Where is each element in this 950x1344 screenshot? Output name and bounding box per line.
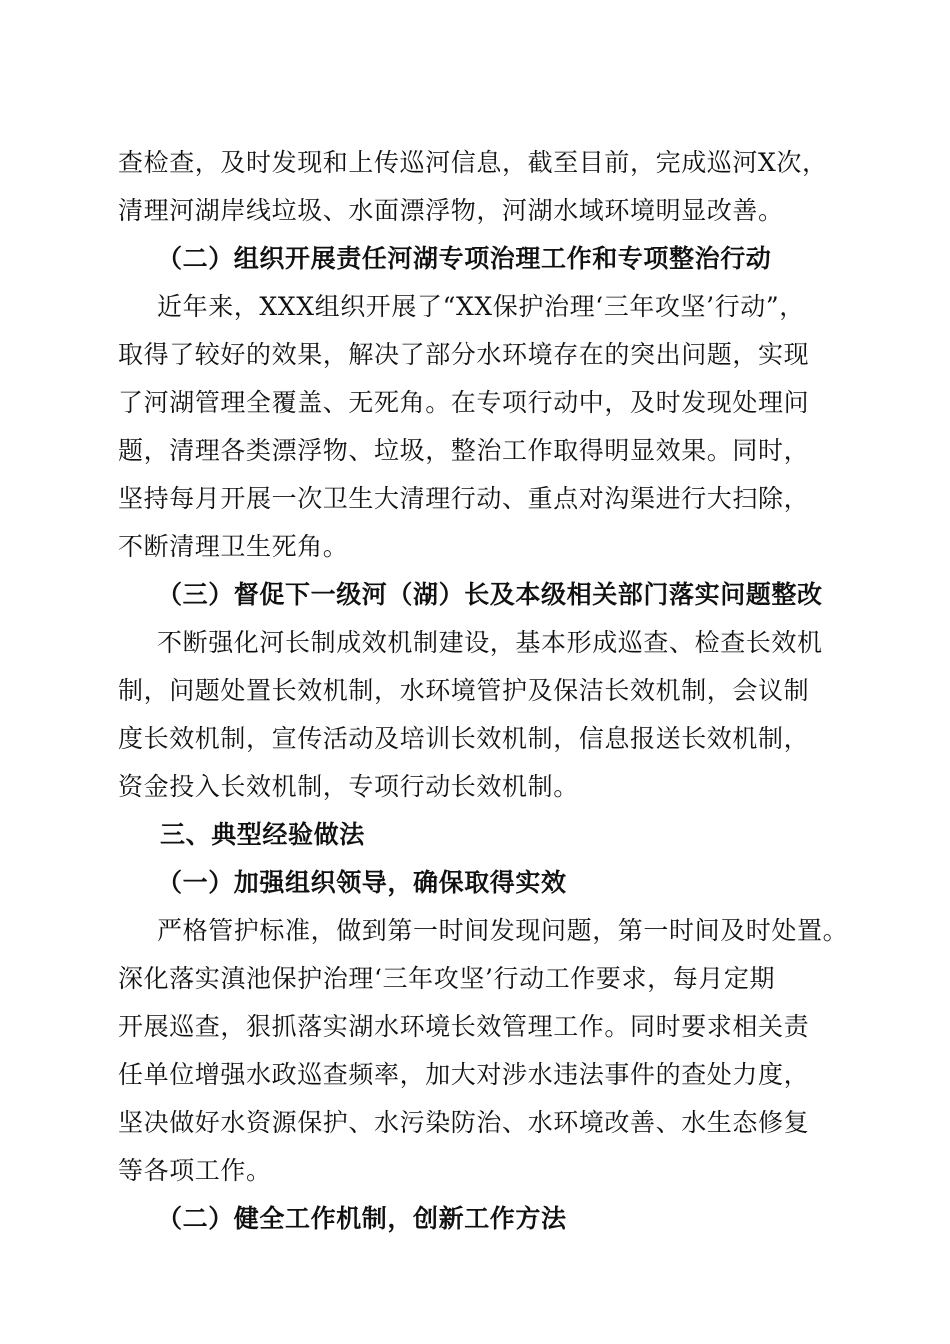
paragraph-line: 不断强化河长制成效机制建设，基本形成巡查、检查长效机 <box>157 628 823 657</box>
paragraph-line: 取得了较好的效果，解决了部分水环境存在的突出问题，实现 <box>118 340 810 369</box>
paragraph-line: 制，问题处置长效机制，水环境管护及保洁长效机制，会议制 <box>118 676 810 705</box>
paragraph-line: 严格管护标准，做到第一时间发现问题，第一时间及时处置。 <box>157 916 849 945</box>
paragraph-line: 任单位增强水政巡查频率，加大对涉水违法事件的查处力度， <box>118 1060 810 1089</box>
paragraph-line: 开展巡查，狠抓落实湖水环境长效管理工作。同时要求相关责 <box>118 1012 810 1041</box>
paragraph-line: 近年来，XXX组织开展了“XX保护治理‘三年攻坚’行动”， <box>157 292 805 321</box>
subheading-1: （一）加强组织领导，确保取得实效 <box>157 868 567 897</box>
subheading-2: （二）组织开展责任河湖专项治理工作和专项整治行动 <box>157 244 772 273</box>
paragraph-line: 查检查，及时发现和上传巡河信息，截至目前，完成巡河X次， <box>118 148 828 177</box>
paragraph-line: 坚持每月开展一次卫生大清理行动、重点对沟渠进行大扫除， <box>118 484 810 513</box>
paragraph-line: 深化落实滇池保护治理‘三年攻坚’行动工作要求，每月定期 <box>118 964 776 993</box>
paragraph-line: 不断清理卫生死角。 <box>118 532 349 561</box>
paragraph-line: 了河湖管理全覆盖、无死角。在专项行动中，及时发现处理问 <box>118 388 810 417</box>
section-heading: 三、典型经验做法 <box>160 820 365 849</box>
subheading-2b: （二）健全工作机制，创新工作方法 <box>157 1204 567 1233</box>
paragraph-line: 清理河湖岸线垃圾、水面漂浮物，河湖水域环境明显改善。 <box>118 196 784 225</box>
paragraph-line: 等各项工作。 <box>118 1156 272 1185</box>
paragraph-line: 资金投入长效机制，专项行动长效机制。 <box>118 772 579 801</box>
paragraph-line: 坚决做好水资源保护、水污染防治、水环境改善、水生态修复 <box>118 1108 810 1137</box>
paragraph-line: 度长效机制，宣传活动及培训长效机制，信息报送长效机制， <box>118 724 810 753</box>
subheading-3: （三）督促下一级河（湖）长及本级相关部门落实问题整改 <box>157 580 823 609</box>
paragraph-line: 题，清理各类漂浮物、垃圾，整治工作取得明显效果。同时， <box>118 436 810 465</box>
